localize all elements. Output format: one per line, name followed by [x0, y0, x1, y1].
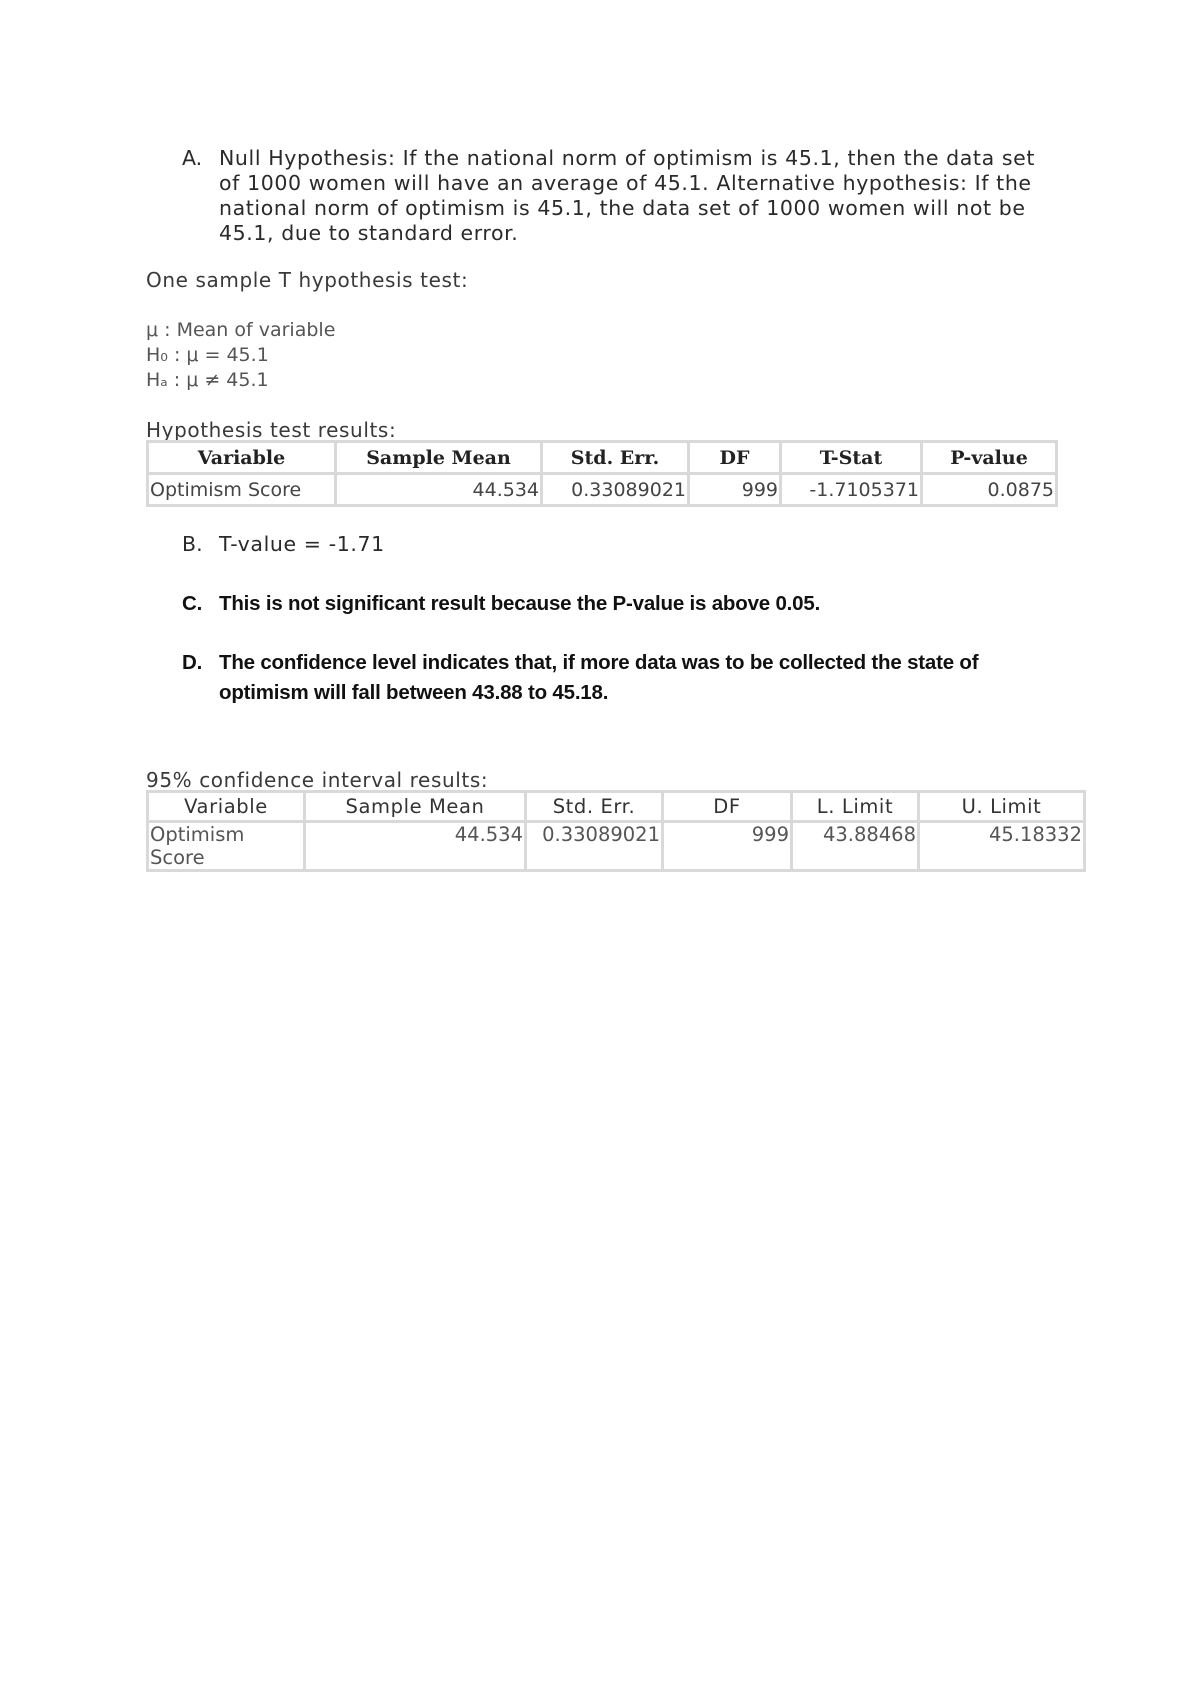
column-header: Std. Err.: [526, 792, 663, 822]
table-row: [148, 474, 1057, 506]
table-cell: 45.18332: [919, 822, 1085, 871]
answer-a-text: Null Hypothesis: If the national norm of optimism is 45.1, then the data set of 1000 women will have an average of 45.1. Alternative hypothesis: If the national norm of optimism is 45.1, the data set of 1000 women will not be 45.1, due to standard error.: [219, 146, 1035, 245]
column-header: Variable: [148, 442, 336, 474]
table-cell: 44.534: [336, 474, 542, 506]
mu-definition: μ : Mean of variable: [146, 319, 336, 341]
table-cell: 999: [689, 474, 781, 506]
answer-b: [182, 532, 385, 557]
answer-b-label: B.: [182, 532, 203, 556]
table-header-row: [148, 442, 1057, 474]
column-header: T-Stat: [781, 442, 922, 474]
hypothesis-results-title: Hypothesis test results:: [146, 418, 397, 442]
answer-c-label: C.: [182, 592, 203, 615]
answer-b-text: T-value = -1.71: [219, 532, 385, 556]
table-row: [148, 822, 1085, 871]
answer-c: [182, 589, 820, 619]
column-header: L. Limit: [792, 792, 919, 822]
table-cell: -1.7105371: [781, 474, 922, 506]
table-cell: 43.88468: [792, 822, 919, 871]
table-cell: 999: [663, 822, 792, 871]
confidence-interval-title: 95% confidence interval results:: [146, 768, 489, 792]
hypothesis-results-table: [146, 440, 1058, 507]
table-cell: 44.534: [305, 822, 526, 871]
null-hypothesis: H₀ : μ = 45.1: [146, 344, 269, 366]
table-cell: Optimism Score: [148, 822, 305, 871]
answer-c-text: This is not significant result because the P-value is above 0.05.: [219, 592, 821, 615]
column-header: DF: [689, 442, 781, 474]
one-sample-test-title: One sample T hypothesis test:: [146, 268, 469, 292]
column-header: DF: [663, 792, 792, 822]
answer-d: [182, 648, 1042, 708]
column-header: Sample Mean: [336, 442, 542, 474]
table-cell: 0.33089021: [526, 822, 663, 871]
table-cell: 0.0875: [922, 474, 1057, 506]
table-header-row: [148, 792, 1085, 822]
confidence-interval-table: [146, 790, 1086, 872]
answer-d-label: D.: [182, 651, 203, 674]
column-header: Variable: [148, 792, 305, 822]
column-header: U. Limit: [919, 792, 1085, 822]
table-cell: 0.33089021: [542, 474, 689, 506]
table-cell: Optimism Score: [148, 474, 336, 506]
column-header: Sample Mean: [305, 792, 526, 822]
answer-a-label: A.: [182, 146, 203, 170]
column-header: Std. Err.: [542, 442, 689, 474]
column-header: P-value: [922, 442, 1057, 474]
answer-a: [182, 146, 1042, 246]
alternative-hypothesis: Hₐ : μ ≠ 45.1: [146, 369, 269, 391]
answer-d-text: The confidence level indicates that, if more data was to be collected the state of optimism will fall between 43.88 to 45.18.: [219, 651, 979, 704]
